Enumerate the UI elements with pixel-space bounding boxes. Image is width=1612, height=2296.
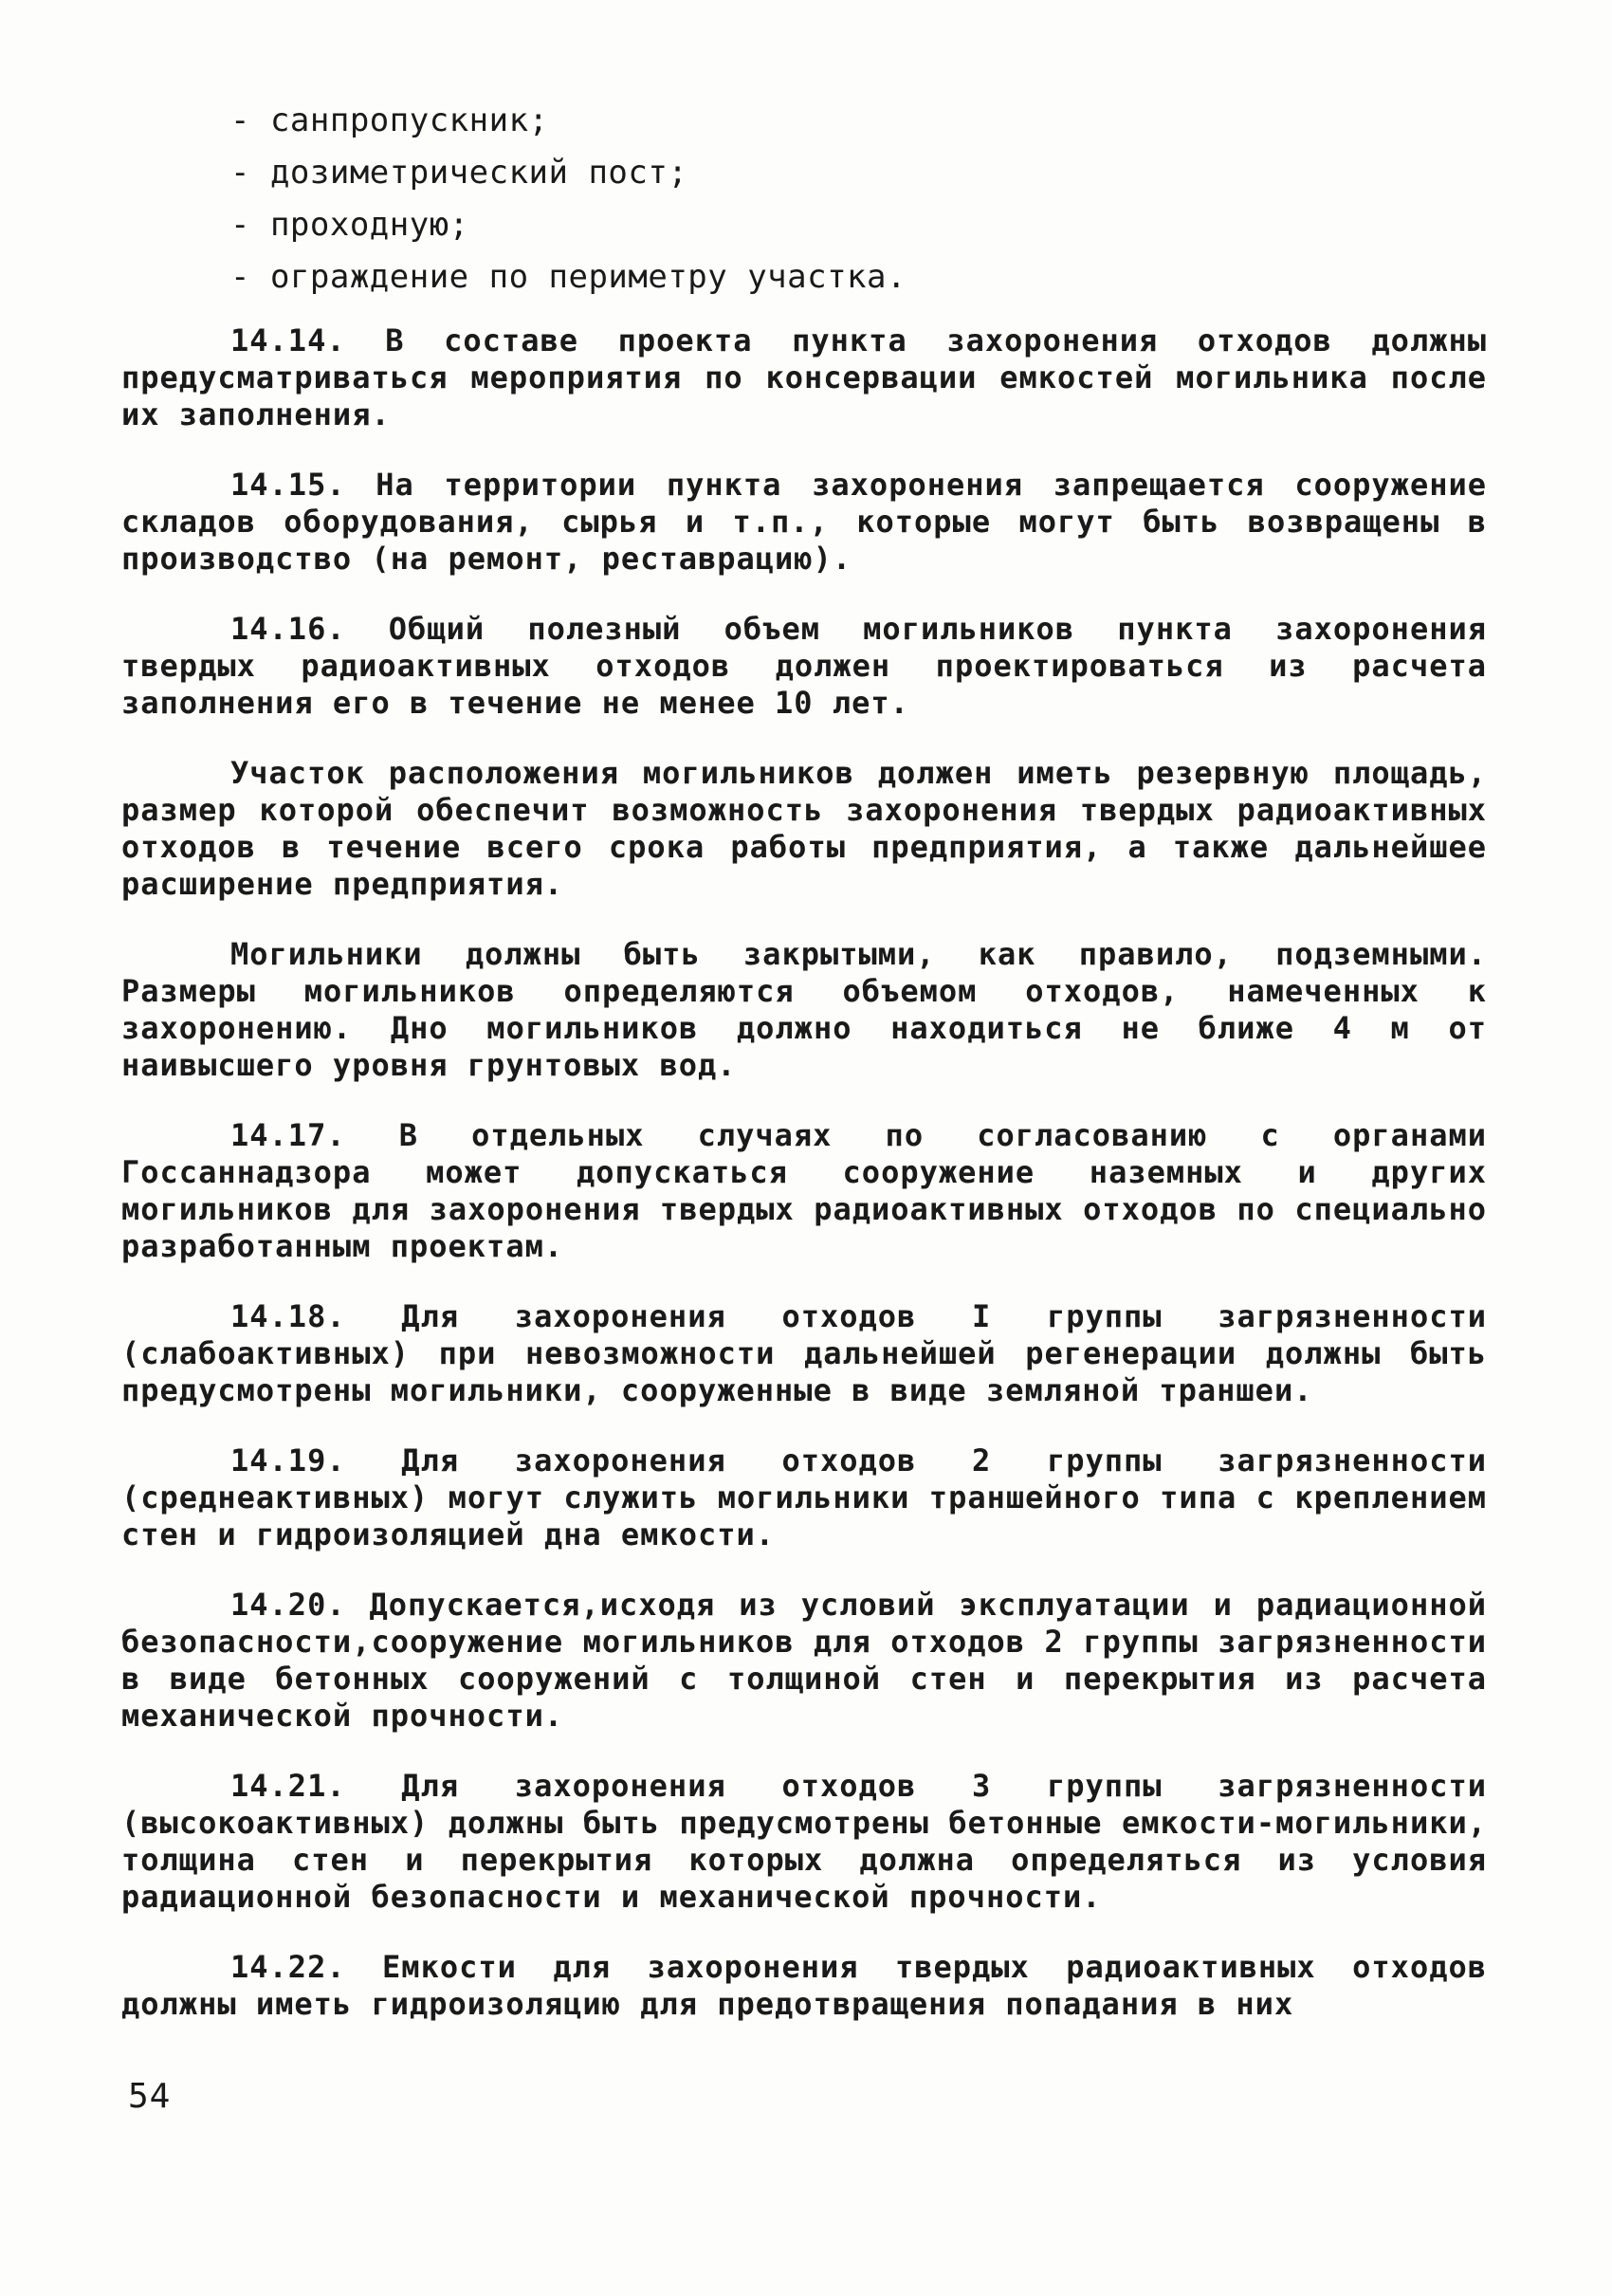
list-item: - дозиметрический пост; bbox=[230, 154, 688, 192]
page-number: 54 bbox=[128, 2077, 172, 2116]
paragraph-14-21: 14.21. Для захоронения отходов 3 группы загрязненности (высокоактивных) должны быть предусмотрены бетонные емкости-могильники, толщина стен и перекрытия которых должна определяться из условия радиационной безопасности и механической прочности. bbox=[121, 1768, 1487, 1915]
paragraph-14-17: 14.17. В отдельных случаях по согласованию с органами Госсаннадзора может допускаться сооружение наземных и других могильников для захоронения твердых радиоактивных отходов по специально разработанным проектам. bbox=[121, 1117, 1487, 1264]
paragraph-14-15: 14.15. На территории пункта захоронения запрещается сооружение складов оборудования, сырья и т.п., которые могут быть возвращены в производство (на ремонт, реставрацию). bbox=[121, 467, 1487, 577]
paragraph-14-18: 14.18. Для захоронения отходов I группы загрязненности (слабоактивных) при невозможности дальнейшей регенерации должны быть предусмотрены могильники, сооруженные в виде земляной траншеи. bbox=[121, 1298, 1487, 1408]
paragraph-14-20: 14.20. Допускается,исходя из условий эксплуатации и радиационной безопасности,сооружение могильников для отходов 2 группы загрязненности в виде бетонных сооружений с толщиной стен и перекрытия из расчета механической прочности. bbox=[121, 1587, 1487, 1734]
list-item: - проходную; bbox=[230, 206, 469, 244]
document-body bbox=[121, 95, 1487, 2056]
bullet-list bbox=[121, 95, 1487, 303]
list-item: - санпропускник; bbox=[230, 101, 549, 139]
paragraph-burial-closed: Могильники должны быть закрытыми, как правило, подземными. Размеры могильников определяются объемом отходов, намеченных к захоронению. Дно могильников должно находиться не ближе 4 м от наивысшего уровня грунтовых вод. bbox=[121, 936, 1487, 1083]
paragraph-14-22: 14.22. Емкости для захоронения твердых радиоактивных отходов должны иметь гидроизоляцию для предотвращения попадания в них bbox=[121, 1949, 1487, 2022]
paragraph-14-19: 14.19. Для захоронения отходов 2 группы загрязненности (среднеактивных) могут служить могильники траншейного типа с креплением стен и гидроизоляцией дна емкости. bbox=[121, 1442, 1487, 1552]
paragraph-14-14: 14.14. В составе проекта пункта захоронения отходов должны предусматриваться мероприятия по консервации емкостей могильника после их заполнения. bbox=[121, 322, 1487, 432]
list-item: - ограждение по периметру участка. bbox=[230, 258, 907, 296]
paragraph-reserve-area: Участок расположения могильников должен иметь резервную площадь, размер которой обеспечит возможность захоронения твердых радиоактивных отходов в течение всего срока работы предприятия, а также дальнейшее расширение предприятия. bbox=[121, 755, 1487, 902]
paragraph-14-16: 14.16. Общий полезный объем могильников пункта захоронения твердых радиоактивных отходов должен проектироваться из расчета заполнения его в течение не менее 10 лет. bbox=[121, 611, 1487, 721]
